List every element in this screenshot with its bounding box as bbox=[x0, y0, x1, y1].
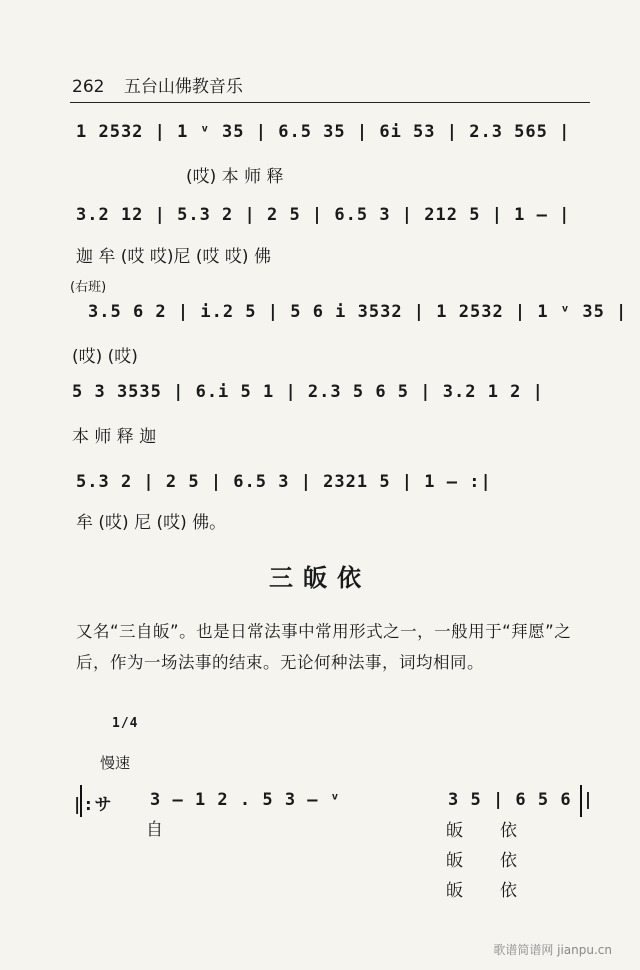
score2-lyric-row-3-right: 依 bbox=[500, 881, 517, 901]
score2-lyric-row-3-left: 皈 bbox=[446, 881, 463, 901]
score2-bar-end bbox=[580, 785, 582, 817]
time-signature: 1/4 bbox=[112, 716, 139, 731]
score1-row-5-notes: 5.3 2 | 2 5 | 6.5 3 | 2321 5 | 1 — :| bbox=[76, 472, 492, 492]
header-rule bbox=[70, 102, 590, 103]
score1-row-4-notes: 5 3 3535 | 6.i 5 1 | 2.3 5 6 5 | 3.2 1 2 | bbox=[72, 382, 544, 402]
book-title: 五台山佛教音乐 bbox=[123, 77, 243, 97]
score1-row-2-notes: 3.2 12 | 5.3 2 | 2 5 | 6.5 3 | 212 5 | 1 — | bbox=[76, 205, 571, 225]
score2-lyric-row-2-left: 皈 bbox=[446, 851, 463, 871]
score2-opening: |:サ bbox=[72, 795, 113, 815]
score2-lyric-row-1-right: 依 bbox=[500, 821, 517, 841]
section-paragraph: 又名“三自皈”。也是日常法事中常用形式之一，一般用于“拜愿”之后，作为一场法事的结束。无论何种法事，词均相同。 bbox=[76, 622, 572, 672]
score1-row-3-lyrics: (哎) (哎) bbox=[72, 347, 138, 367]
watermark: 歌谱简谱网 jianpu.cn bbox=[493, 943, 612, 957]
score1-row-1-lyrics: (哎) 本 师 释 bbox=[186, 167, 284, 187]
score1-row-3-label: (右班) bbox=[70, 280, 107, 295]
score1-row-2-lyrics: 迦 牟 (哎 哎)尼 (哎 哎) 佛 bbox=[76, 247, 271, 267]
page-header bbox=[72, 72, 243, 97]
section-title: 三皈依 bbox=[269, 564, 371, 592]
score1-row-5-lyrics: 牟 (哎) 尼 (哎) 佛。 bbox=[76, 513, 227, 533]
score1-row-3-notes: 3.5 6 2 | i.2 5 | 5 6 i 3532 | 1 2532 | 1 ᵛ 35 | bbox=[88, 302, 628, 322]
score1-row-1-notes: 1 2532 | 1 ᵛ 35 | 6.5 35 | 6i 53 | 2.3 565 | bbox=[76, 122, 571, 142]
score2-notes-a: 3 — 1 2 . 5 3 — ᵛ bbox=[150, 790, 341, 810]
score2-lyric-a: 自 bbox=[146, 820, 163, 840]
repeat-bar-start bbox=[80, 785, 82, 817]
score1-row-4-lyrics: 本 师 释 迦 bbox=[72, 427, 157, 447]
score2-lyric-row-2-right: 依 bbox=[500, 851, 517, 871]
score2-notes-b: 3 5 | 6 5 6 | bbox=[448, 790, 595, 810]
score2-lyric-row-1-left: 皈 bbox=[446, 821, 463, 841]
page-number: 262 bbox=[72, 77, 105, 97]
tempo-marking: 慢速 bbox=[100, 754, 131, 772]
